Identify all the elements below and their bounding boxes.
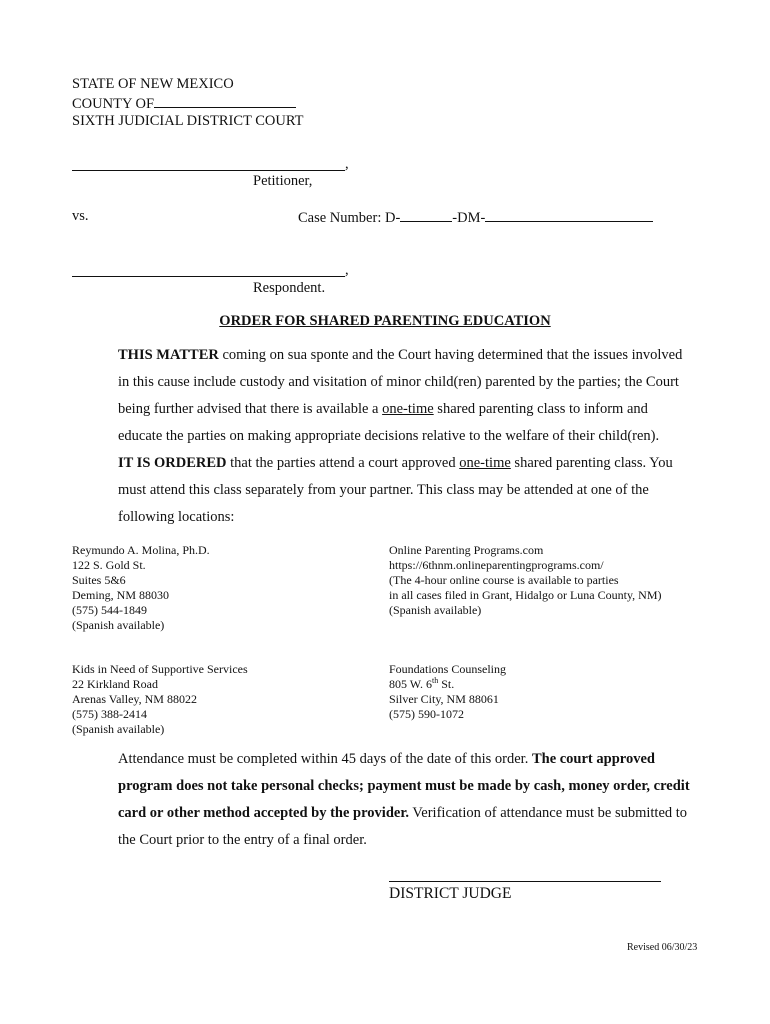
location-kids-in-need — [72, 662, 248, 737]
revised-date: Revised 06/30/23 — [627, 942, 698, 953]
paragraph1-text-a: coming on sua sponte and the Court having determined that the issues involved in this cause include custody and visitation of minor child(ren) parented by the parties; the Court being further advised that there is available a — [118, 347, 683, 417]
order-body — [72, 342, 692, 531]
county-blank — [154, 94, 296, 108]
location-line: (575) 544-1849 — [72, 603, 147, 617]
paragraph3-bold: The court approved program does not take personal checks; payment must be made by cash, money order, credit card or other method accepted by the provider. — [118, 751, 690, 821]
this-matter-lead: THIS MATTER — [118, 347, 219, 363]
location-line: Deming, NM 88030 — [72, 588, 169, 602]
location-line: 22 Kirkland Road — [72, 677, 158, 691]
location-name: Online Parenting Programs.com — [389, 543, 544, 557]
court-header — [72, 76, 304, 131]
location-name: Foundations Counseling — [389, 662, 507, 676]
location-line: Suites 5&6 — [72, 573, 126, 587]
vs-label: vs. — [72, 208, 89, 224]
paragraph-this-matter — [72, 342, 692, 450]
case-number-blank-1 — [400, 208, 452, 222]
address-suffix: St. — [438, 677, 455, 691]
location-line: (The 4-hour online course is available to parties — [389, 573, 619, 587]
location-line: (Spanish available) — [389, 603, 482, 617]
district-judge-label: DISTRICT JUDGE — [389, 885, 512, 902]
paragraph2-underlined: one-time — [459, 455, 511, 471]
case-number-line — [298, 208, 653, 227]
respondent-blank — [72, 276, 345, 277]
order-title: ORDER FOR SHARED PARENTING EDUCATION — [219, 313, 551, 329]
paragraph2-text-b: shared parenting class. You must attend this class separately from your partner. This class may be attended at one of the following locations: — [118, 455, 673, 525]
judge-signature-line — [389, 881, 661, 882]
state-line: STATE OF NEW MEXICO — [72, 76, 234, 92]
address-prefix: 805 W. 6 — [389, 677, 433, 691]
location-line: (575) 388-2414 — [72, 707, 147, 721]
paragraph1-underlined: one-time — [382, 401, 434, 417]
respondent-comma: , — [345, 262, 349, 278]
petitioner-label: Petitioner, — [253, 173, 313, 189]
location-line: Silver City, NM 88061 — [389, 692, 499, 706]
address-superscript: th — [432, 676, 439, 685]
it-is-ordered-lead: IT IS ORDERED — [118, 455, 227, 471]
county-line — [72, 94, 304, 114]
location-foundations — [389, 662, 506, 722]
petitioner-blank — [72, 170, 345, 171]
paragraph1-text-b: shared parenting class to inform and educate the parties on making appropriate decisions relative to the welfare of their child(ren). — [118, 401, 660, 444]
paragraph3-text-a: Attendance must be completed within 45 days of the date of this order. — [118, 751, 532, 767]
location-line: in all cases filed in Grant, Hidalgo or Luna County, NM) — [389, 588, 662, 602]
case-number-blank-2 — [485, 208, 653, 222]
paragraph2-text-a: that the parties attend a court approved — [226, 455, 460, 471]
county-label: COUNTY OF — [72, 95, 155, 112]
location-line: (Spanish available) — [72, 618, 165, 632]
location-address — [389, 677, 506, 692]
paragraph-it-is-ordered — [72, 450, 692, 531]
attendance-paragraph — [72, 746, 700, 854]
respondent-label: Respondent. — [253, 280, 326, 296]
location-name: Kids in Need of Supportive Services — [72, 662, 248, 676]
location-online — [389, 543, 662, 618]
location-molina — [72, 543, 210, 633]
case-number-label: Case Number: D- — [298, 210, 401, 226]
petitioner-comma: , — [345, 156, 349, 172]
attendance-text — [72, 746, 700, 854]
location-line: (Spanish available) — [72, 722, 165, 736]
location-line: (575) 590-1072 — [389, 707, 464, 721]
location-line: Arenas Valley, NM 88022 — [72, 692, 197, 706]
case-number-mid: -DM- — [452, 210, 486, 226]
paragraph3-text-b: Verification of attendance must be submitted to the Court prior to the entry of a final order. — [118, 805, 688, 848]
location-url[interactable]: https://6thnm.onlineparentingprograms.com/ — [389, 558, 604, 572]
court-line: SIXTH JUDICIAL DISTRICT COURT — [72, 113, 304, 129]
location-name: Reymundo A. Molina, Ph.D. — [72, 543, 210, 557]
location-line: 122 S. Gold St. — [72, 558, 146, 572]
